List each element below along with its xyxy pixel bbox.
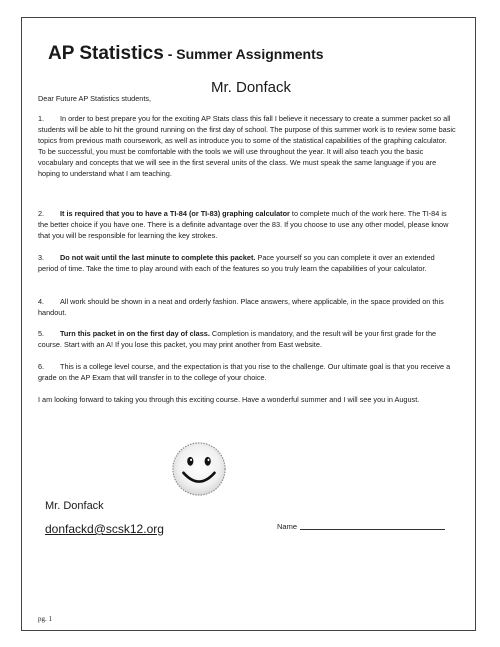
page-border (21, 17, 476, 631)
closing-paragraph: I am looking forward to taking you through this exciting course. Have a wonderful summer and I will see you in August. (38, 395, 420, 404)
paragraph-number: 5. (38, 329, 45, 338)
page-title (48, 43, 324, 65)
paragraph-3 (38, 252, 456, 274)
paragraph-1 (38, 113, 456, 179)
paragraph-number: 3. (38, 253, 45, 262)
paragraph-text: to complete much of the work here. The TI-84 is the better choice if you have one. There is a definite advantage over the 83. If you choose to use any other model, please know that you will be responsible for learning the key strokes. (38, 209, 449, 240)
paragraph-number: 1. (38, 114, 45, 123)
salutation: Dear Future AP Statistics students, (38, 94, 152, 103)
signature-email: donfackd@scsk12.org (45, 522, 164, 536)
page-number: pg. 1 (38, 615, 52, 623)
paragraph-number: 6. (38, 362, 45, 371)
paragraph-emphasis: Do not wait until the last minute to complete this packet. (60, 253, 256, 262)
name-field-label: Name (277, 522, 298, 531)
title-main: AP Statistics (48, 43, 164, 64)
paragraph-emphasis: Turn this packet in on the first day of class. (60, 329, 210, 338)
teacher-heading: Mr. Donfack (211, 79, 292, 96)
paragraph-2 (38, 208, 456, 241)
signature-name: Mr. Donfack (45, 500, 104, 512)
paragraph-4 (38, 296, 456, 318)
smiley-face-icon (170, 440, 228, 498)
paragraph-number: 4. (38, 297, 45, 306)
name-field-line (300, 529, 445, 530)
title-subtitle: - Summer Assignments (163, 46, 324, 62)
paragraph-6 (38, 361, 456, 383)
paragraph-text: Pace yourself so you can complete it over an extended period of time. Take the time to play around with each of the features so you truly learn the capabilities of your calculator. (38, 253, 435, 273)
paragraph-emphasis: It is required that you to have a TI-84 (or TI-83) graphing calculator (60, 209, 290, 218)
paragraph-text: Completion is mandatory, and the result will be your first grade for the course. Start with an A! If you lose this packet, you may print another from East website. (38, 329, 437, 349)
paragraph-text: All work should be shown in a neat and orderly fashion. Place answers, where applicable, in the space provided on this handout. (38, 297, 444, 317)
paragraph-text: This is a college level course, and the expectation is that you rise to the challenge. Our ultimate goal is that you receive a grade on the AP Exam that will transfer in to the college of your choice. (38, 362, 451, 382)
paragraph-number: 2. (38, 209, 45, 218)
paragraph-5 (38, 328, 456, 350)
paragraph-text: In order to best prepare you for the exciting AP Stats class this fall I believe it necessary to create a summer packet so all students will be able to hit the ground running on the first day of school. The purpose of this summer work is to review some basic topics from previous math coursework, as well as introduce you to some of the statistical capabilities of the graphing calculator. To be successful, you must be comfortable with the tools we will use throughout the year. It will also teach you the basic vocabulary and concepts that we will see in the first several units of the class. We must speak the same language if you are hoping to understand what I am teaching. (38, 114, 456, 178)
